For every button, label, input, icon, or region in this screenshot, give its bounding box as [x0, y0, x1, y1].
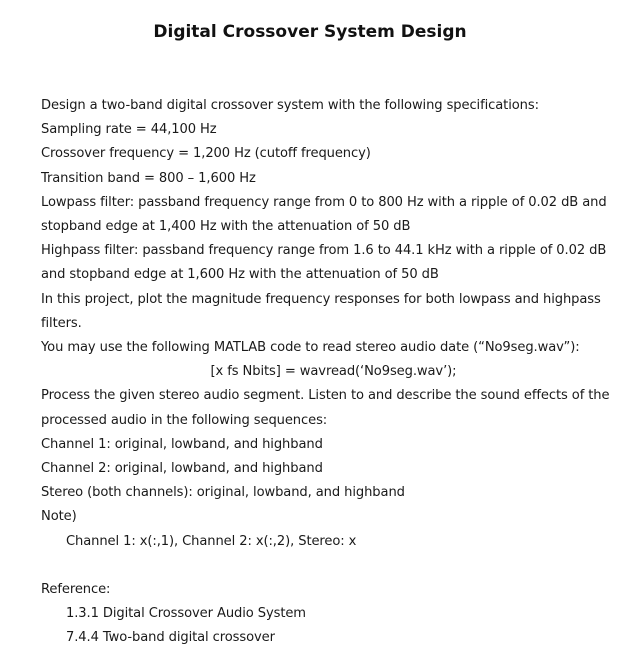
- channel-1-line: Channel 1: original, lowband, and highband: [41, 436, 323, 452]
- process-instruction-line-2: processed audio in the following sequences:: [41, 412, 328, 428]
- channel-2-line: Channel 2: original, lowband, and highband: [41, 461, 323, 477]
- note-heading: Note): [41, 509, 77, 525]
- matlab-code-line: [x fs Nbits] = wavread(‘No9seg.wav’);: [210, 364, 457, 380]
- transition-band-line: Transition band = 800 – 1,600 Hz: [41, 170, 256, 186]
- plot-instruction-line-2: filters.: [41, 315, 82, 331]
- matlab-instruction-line: You may use the following MATLAB code to read stereo audio date (“No9seg.wav”):: [41, 340, 580, 356]
- spacer: [41, 554, 606, 578]
- stereo-line: Stereo (both channels): original, lowband, and highband: [41, 485, 405, 501]
- lowpass-spec-line-2: stopband edge at 1,400 Hz with the attenuation of 50 dB: [41, 219, 411, 235]
- reference-heading: Reference:: [41, 581, 111, 597]
- page-title: Digital Crossover System Design: [153, 22, 467, 42]
- sampling-rate-line: Sampling rate = 44,100 Hz: [41, 122, 217, 138]
- reference-item-2: 7.4.4 Two-band digital crossover: [66, 630, 275, 646]
- crossover-frequency-line: Crossover frequency = 1,200 Hz (cutoff frequency): [41, 146, 371, 162]
- process-instruction-line-1: Process the given stereo audio segment. Listen to and describe the sound effects of the: [41, 388, 610, 404]
- document-body: [41, 94, 610, 650]
- reference-item-1: 1.3.1 Digital Crossover Audio System: [66, 606, 306, 622]
- plot-instruction-line-1: In this project, plot the magnitude frequency responses for both lowpass and highpass: [41, 291, 601, 307]
- lowpass-spec-line-1: Lowpass filter: passband frequency range from 0 to 800 Hz with a ripple of 0.02 dB and: [41, 194, 607, 210]
- highpass-spec-line-1: Highpass filter: passband frequency range from 1.6 to 44.1 kHz with a ripple of 0.02 dB: [41, 243, 607, 259]
- highpass-spec-line-2: and stopband edge at 1,600 Hz with the attenuation of 50 dB: [41, 267, 439, 283]
- note-content: Channel 1: x(:,1), Channel 2: x(:,2), Stereo: x: [66, 533, 357, 549]
- intro-line: Design a two-band digital crossover system with the following specifications:: [41, 98, 539, 113]
